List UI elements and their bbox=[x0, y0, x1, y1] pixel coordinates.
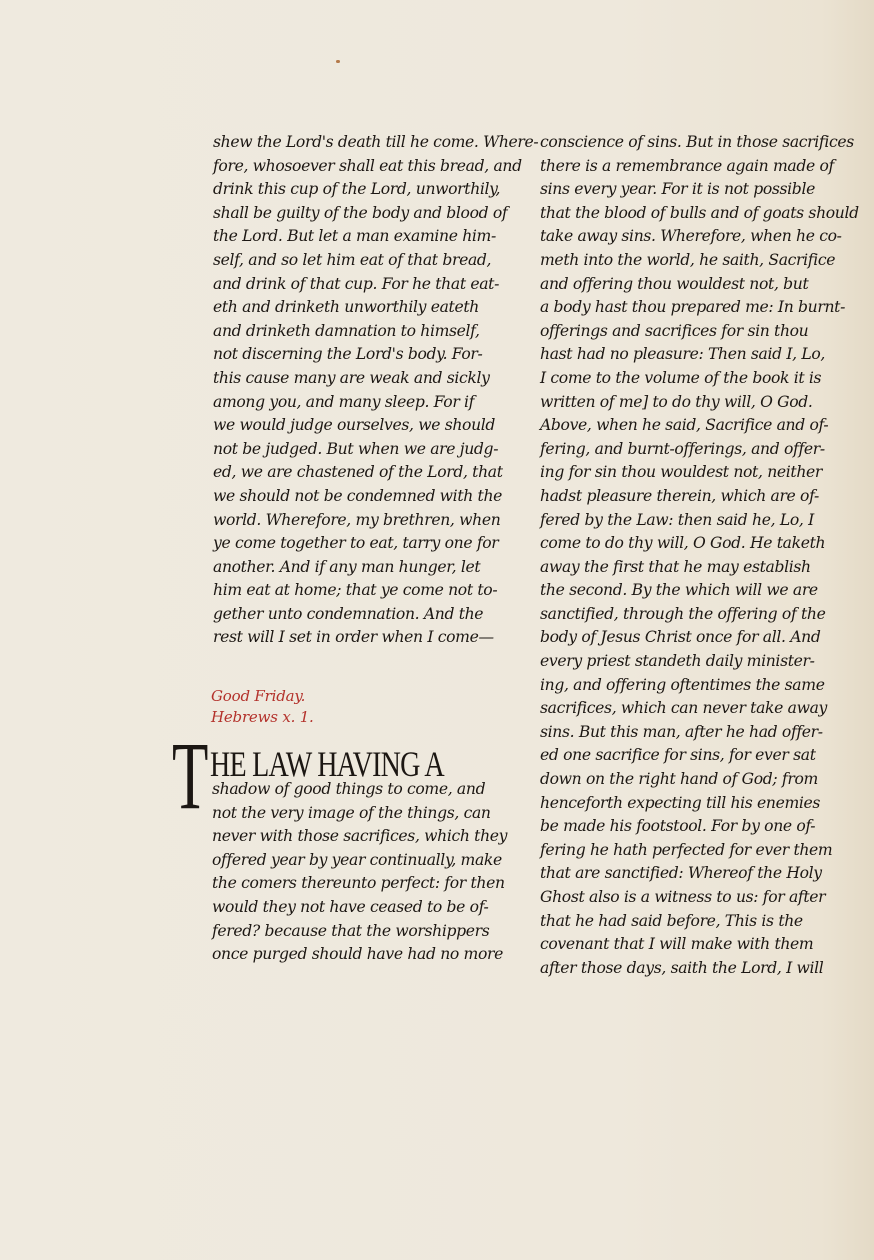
text-line: once purged should have had no more bbox=[212, 945, 503, 964]
text-line: the second. By the which will we are bbox=[540, 581, 818, 600]
rubric-reference: Hebrews x. 1. bbox=[211, 708, 314, 726]
left-column-bottom bbox=[212, 778, 512, 967]
text-line: sins every year. For it is not possible bbox=[540, 180, 815, 199]
text-line: shall be guilty of the body and blood of bbox=[213, 203, 508, 222]
text-line: rest will I set in order when I come— bbox=[213, 628, 494, 647]
paper-speck bbox=[336, 60, 340, 63]
text-line: not the very image of the things, can bbox=[212, 803, 491, 822]
text-line: sanctified, through the offering of the bbox=[540, 604, 826, 623]
text-line: down on the right hand of God; from bbox=[540, 770, 818, 789]
text-line: sins. But this man, after he had offer- bbox=[540, 722, 823, 741]
text-line: that the blood of bulls and of goats should bbox=[540, 203, 859, 222]
text-line: eth and drinketh unworthily eateth bbox=[213, 298, 479, 317]
text-line: we would judge ourselves, we should bbox=[213, 416, 496, 435]
text-line: after those days, saith the Lord, I will bbox=[540, 958, 824, 977]
text-line: be made his footstool. For by one of- bbox=[540, 817, 816, 836]
text-line: fered by the Law: then said he, Lo, I bbox=[540, 510, 814, 529]
text-line: sacrifices, which can never take away bbox=[540, 699, 827, 718]
text-line: gether unto condemnation. And the bbox=[213, 604, 484, 623]
text-line: body of Jesus Christ once for all. And bbox=[540, 628, 821, 647]
text-line: drink this cup of the Lord, unworthily, bbox=[213, 180, 501, 199]
text-line: covenant that I will make with them bbox=[540, 935, 814, 954]
text-line: and offering thou wouldest not, but bbox=[540, 274, 809, 293]
text-line: not discerning the Lord's body. For- bbox=[213, 345, 483, 364]
text-line: ing for sin thou wouldest not, neither bbox=[540, 463, 822, 482]
text-line: conscience of sins. But in those sacrifices bbox=[540, 133, 854, 151]
text-line: that he had said before, This is the bbox=[540, 911, 803, 930]
text-line: that are sanctified: Whereof the Holy bbox=[540, 864, 822, 883]
text-line: and drink of that cup. For he that eat- bbox=[213, 274, 500, 293]
text-line: ed, we are chastened of the Lord, that bbox=[213, 463, 503, 482]
text-line: I come to the volume of the book it is bbox=[540, 368, 822, 387]
text-line: fered? because that the worshippers bbox=[212, 921, 490, 940]
text-line: another. And if any man hunger, let bbox=[213, 557, 481, 576]
text-line: come to do thy will, O God. He taketh bbox=[540, 534, 826, 553]
text-line: self, and so let him eat of that bread, bbox=[213, 250, 492, 269]
text-line: ye come together to eat, tarry one for bbox=[213, 534, 499, 553]
text-line: Ghost also is a witness to us: for after bbox=[540, 888, 826, 906]
text-line: hast had no pleasure: Then said I, Lo, bbox=[540, 345, 826, 364]
text-line: meth into the world, he saith, Sacrifice bbox=[540, 250, 836, 269]
text-line: this cause many are weak and sickly bbox=[213, 368, 490, 387]
text-line: and drinketh damnation to himself, bbox=[213, 321, 480, 340]
left-column-top bbox=[213, 131, 539, 650]
text-line: would they not have ceased to be of- bbox=[212, 897, 489, 916]
text-line: offerings and sacrifices for sin thou bbox=[540, 321, 809, 340]
drop-cap-initial: T bbox=[172, 722, 209, 829]
text-line: fering, and burnt-offerings, and offer- bbox=[540, 439, 825, 458]
text-line: we should not be condemned with the bbox=[213, 486, 503, 505]
text-line: offered year by year continually, make bbox=[212, 850, 502, 869]
text-line: fering he hath perfected for ever them bbox=[540, 840, 833, 859]
text-line: not be judged. But when we are judg- bbox=[213, 439, 499, 458]
text-line: ed one sacrifice for sins, for ever sat bbox=[540, 746, 816, 765]
text-line: written of me] to do thy will, O God. bbox=[540, 392, 813, 411]
text-line: among you, and many sleep. For if bbox=[213, 392, 475, 411]
text-line: never with those sacrifices, which they bbox=[212, 827, 508, 846]
text-line: the Lord. But let a man examine him- bbox=[213, 227, 496, 246]
text-line: ing, and offering oftentimes the same bbox=[540, 675, 825, 694]
text-line: shadow of good things to come, and bbox=[212, 780, 486, 798]
rubric-title: Good Friday. bbox=[211, 687, 306, 705]
text-line: shew the Lord's death till he come. Where- bbox=[213, 133, 539, 151]
opening-capitals: HE LAW HAVING A bbox=[210, 744, 444, 784]
text-line: henceforth expecting till his enemies bbox=[540, 793, 821, 812]
text-line: him eat at home; that ye come not to- bbox=[213, 581, 498, 600]
text-line: fore, whosoever shall eat this bread, and bbox=[213, 156, 522, 175]
text-line: world. Wherefore, my brethren, when bbox=[213, 510, 501, 529]
text-line: there is a remembrance again made of bbox=[540, 156, 834, 175]
text-line: a body hast thou prepared me: In burnt- bbox=[540, 298, 845, 317]
text-line: every priest standeth daily minister- bbox=[540, 652, 815, 671]
text-line: hadst pleasure therein, which are of- bbox=[540, 486, 819, 505]
text-line: the comers thereunto perfect: for then bbox=[212, 874, 505, 893]
right-column bbox=[540, 131, 859, 980]
text-line: take away sins. Wherefore, when he co- bbox=[540, 227, 842, 246]
text-line: Above, when he said, Sacrifice and of- bbox=[540, 416, 829, 435]
text-line: away the first that he may establish bbox=[540, 557, 811, 576]
